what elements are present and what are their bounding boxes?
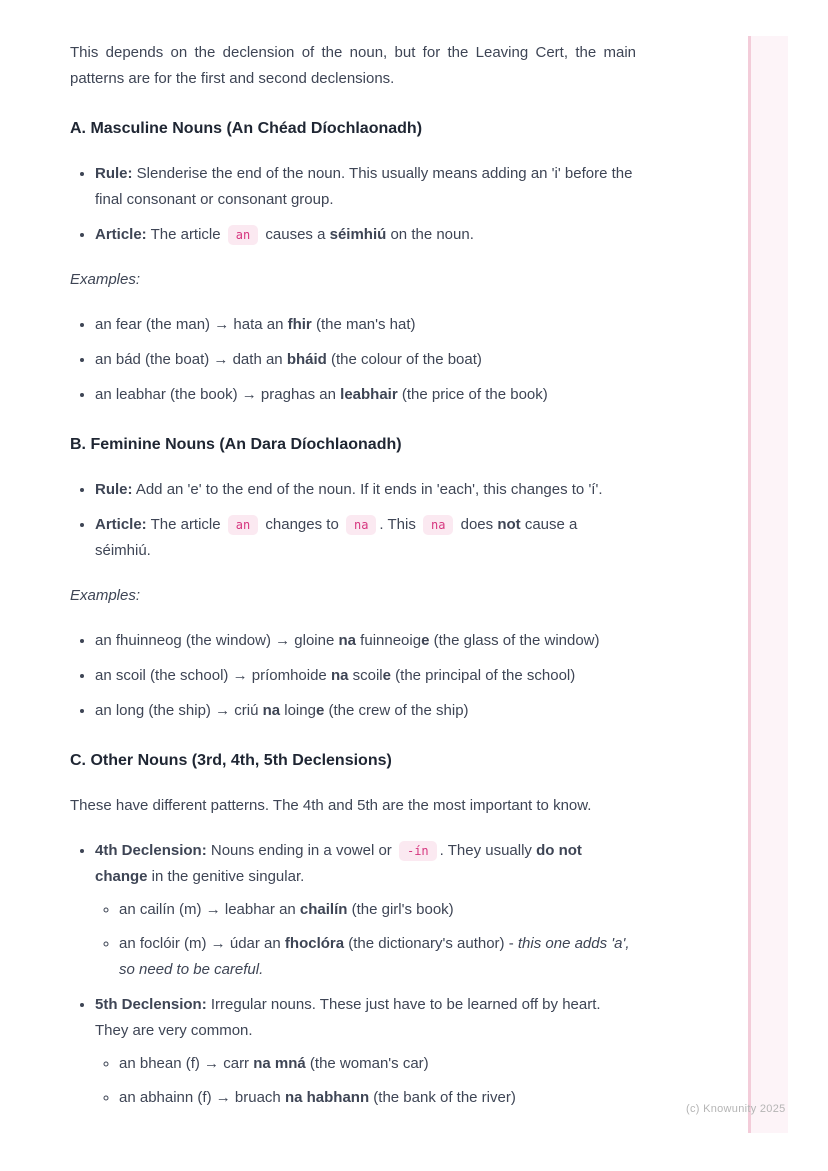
text-run: (the price of the book) — [397, 386, 548, 403]
bold-text: na mná — [253, 1055, 306, 1072]
text-run: an abhainn (f) → bruach — [119, 1089, 285, 1106]
section-b-examples — [70, 628, 636, 724]
sub-list-item — [119, 931, 636, 983]
text-run: an foclóir (m) → údar an — [119, 935, 285, 952]
list-item — [95, 992, 636, 1111]
section-a-heading — [70, 116, 636, 142]
inline-code: -ín — [399, 841, 437, 861]
text-run: cause a séimhiú. — [95, 516, 578, 559]
list-item — [95, 628, 636, 654]
inline-code: na — [346, 515, 376, 535]
bold-text: Rule: — [95, 165, 133, 182]
text-run: (the dictionary's author) - — [344, 935, 518, 952]
text-run: an cailín (m) → leabhar an — [119, 901, 300, 918]
text-run: an long (the ship) → criú — [95, 702, 263, 719]
text-run: fuinneoig — [356, 632, 422, 649]
copyright-watermark: (c) Knowunity 2025 — [686, 1103, 786, 1115]
bold-text: e — [382, 667, 391, 684]
section-b-heading — [70, 432, 636, 458]
section-a-rules — [70, 161, 636, 248]
text-run: (the woman's car) — [305, 1055, 429, 1072]
text-run: an fhuinneog (the window) → gloine — [95, 632, 339, 649]
bold-text: fhir — [287, 316, 312, 333]
list-item — [95, 161, 636, 213]
list-item — [95, 838, 636, 983]
examples-label-b — [70, 583, 636, 609]
bold-text: 4th Declension: — [95, 842, 207, 859]
section-a-examples — [70, 312, 636, 408]
bold-text: not — [497, 516, 521, 533]
text-run: Irregular nouns. These just have to be learned off by heart. They are very common. — [95, 996, 601, 1039]
bold-text: na — [262, 702, 281, 719]
text-run: The article — [146, 516, 225, 533]
section-c-declensions — [70, 838, 636, 1111]
bold-text: na — [330, 667, 349, 684]
inline-code: na — [423, 515, 453, 535]
intro-paragraph — [70, 40, 636, 92]
bold-text: séimhiú — [329, 226, 387, 243]
text-run: an bhean (f) → carr — [119, 1055, 254, 1072]
text-run: These have different patterns. The 4th and 5th are the most important to know. — [70, 797, 592, 814]
text-run: in the genitive singular. — [147, 868, 305, 885]
text-run: (the principal of the school) — [391, 667, 576, 684]
text-run: an scoil (the school) → príomhoide — [95, 667, 331, 684]
text-run: causes a — [261, 226, 330, 243]
bold-text: Rule: — [95, 481, 133, 498]
list-item — [95, 222, 636, 248]
examples-label-a — [70, 267, 636, 293]
list-item — [95, 512, 636, 564]
bold-text: bháid — [286, 351, 327, 368]
italic-text: this one adds 'a', so need to be careful. — [119, 935, 630, 978]
sub-list-item — [119, 897, 636, 923]
text-run: Add an 'e' to the end of the noun. If it ends in 'each', this changes to 'í'. — [132, 481, 603, 498]
text-run: Slenderise the end of the noun. This usually means adding an 'i' before the final consonant or consonant group. — [95, 165, 633, 208]
text-run: (the girl's book) — [347, 901, 454, 918]
text-run: (the crew of the ship) — [324, 702, 469, 719]
text-run: The article — [146, 226, 225, 243]
list-item — [95, 698, 636, 724]
inline-code: an — [228, 515, 258, 535]
inline-code: an — [228, 225, 258, 245]
text-run: A. Masculine Nouns (An Chéad Díochlaonadh) — [70, 120, 423, 137]
text-run: (the colour of the boat) — [326, 351, 482, 368]
text-run: (the man's hat) — [311, 316, 416, 333]
text-run: Nouns ending in a vowel or — [206, 842, 396, 859]
text-run: B. Feminine Nouns (An Dara Díochlaonadh) — [70, 436, 402, 453]
text-run: C. Other Nouns (3rd, 4th, 5th Declensions) — [70, 752, 392, 769]
text-run: . They usually — [439, 842, 537, 859]
text-run: scoil — [348, 667, 383, 684]
bold-text: na — [338, 632, 357, 649]
text-run: . This — [379, 516, 420, 533]
bold-text: fhoclóra — [284, 935, 345, 952]
section-c-paragraph — [70, 793, 636, 819]
text-run: on the noun. — [386, 226, 474, 243]
list-item — [95, 477, 636, 503]
bold-text: chailín — [299, 901, 348, 918]
list-item — [95, 312, 636, 338]
text-run: does — [456, 516, 498, 533]
sub-list-item — [119, 1051, 636, 1077]
text-run: an fear (the man) → hata an — [95, 316, 288, 333]
section-c-heading — [70, 748, 636, 774]
bold-text: leabhair — [340, 386, 398, 403]
sub-list-item — [119, 1085, 636, 1111]
bold-text: do not change — [95, 842, 582, 885]
bold-text: Article: — [95, 226, 147, 243]
document-content — [70, 40, 636, 1130]
text-run: changes to — [261, 516, 343, 533]
list-item — [95, 663, 636, 689]
text-run: (the bank of the river) — [369, 1089, 516, 1106]
list-item — [95, 382, 636, 408]
text-run: This depends on the declension of the noun, but for the Leaving Cert, the main patterns are for the first and second declensions. — [70, 44, 636, 87]
bold-text: e — [315, 702, 325, 719]
section-b-rules — [70, 477, 636, 564]
bold-text: e — [421, 632, 430, 649]
text-run: (the glass of the window) — [429, 632, 600, 649]
page-edge-accent-band — [748, 36, 788, 1133]
text-run: an bád (the boat) → dath an — [95, 351, 287, 368]
text-run: an leabhar (the book) → praghas an — [95, 386, 341, 403]
bold-text: 5th Declension: — [95, 996, 207, 1013]
list-item — [95, 347, 636, 373]
italic-text: Examples: — [70, 271, 141, 288]
italic-text: Examples: — [70, 587, 141, 604]
bold-text: na habhann — [284, 1089, 370, 1106]
text-run: loing — [280, 702, 316, 719]
bold-text: Article: — [95, 516, 147, 533]
